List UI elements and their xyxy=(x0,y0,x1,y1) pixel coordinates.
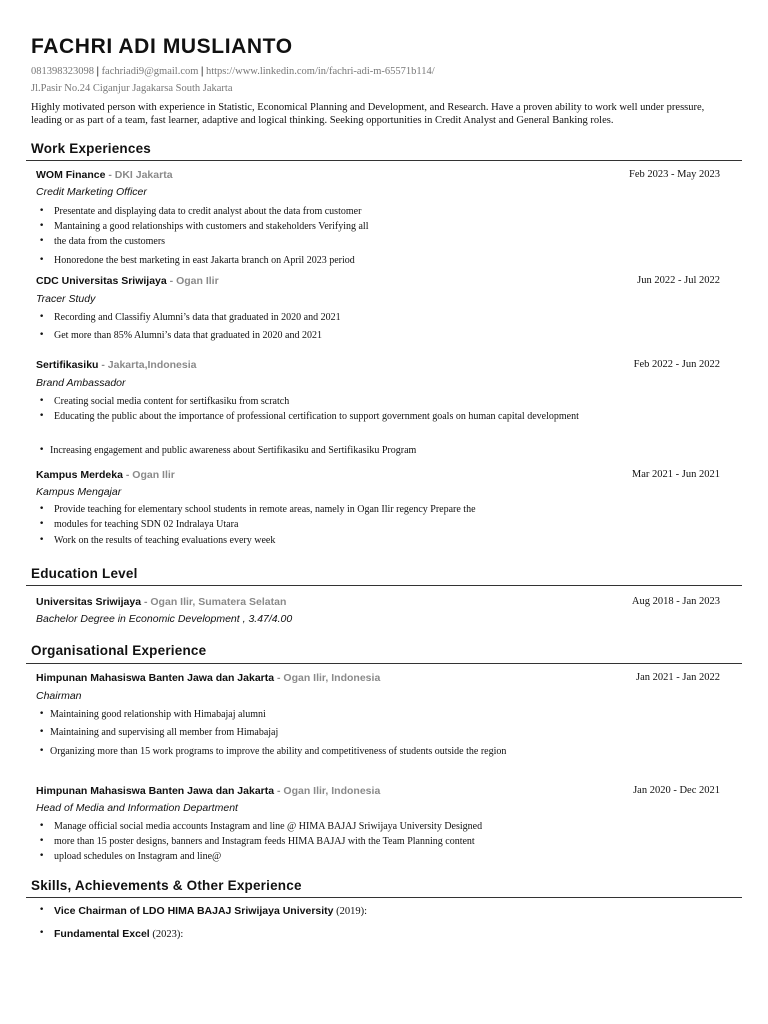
organization-location: - Ogan Ilir xyxy=(122,469,175,481)
bullet-item: • Educating the public about the importance of professional certification to support government goals on human capital development xyxy=(54,409,614,424)
bullet-item: • Increasing engagement and public awareness about Sertifikasiku and Sertifikasiku Program xyxy=(50,443,610,458)
organization-name: WOM Finance xyxy=(36,169,106,181)
position-title: Chairman xyxy=(36,690,82,702)
section-divider xyxy=(26,160,742,161)
contact-separator: | xyxy=(96,66,99,77)
organization-location: - DKI Jakarta xyxy=(105,169,173,181)
profile-summary: Highly motivated person with experience in Statistic, Economical Planning and Development, and Research. Have a proven ability to work well under pressure, leading or as part of a team, fast learner, adaptive and logical thinking. Seeking opportunities in Credit Analyst and General Banking roles. xyxy=(31,102,705,126)
skill-title: Fundamental Excel xyxy=(54,928,150,940)
section-divider xyxy=(26,897,742,898)
organization-name: Himpunan Mahasiswa Banten Jawa dan Jakarta xyxy=(36,785,275,797)
entry-heading xyxy=(36,672,380,684)
job-title: Tracer Study xyxy=(36,293,96,305)
bullet-item: • Maintaining good relationship with Himabajaj alumni xyxy=(50,707,610,722)
contact-separator: | xyxy=(201,66,204,77)
bullet-item: • Recording and Classifiy Alumni’s data that graduated in 2020 and 2021 xyxy=(54,310,614,325)
entry-heading xyxy=(36,785,380,797)
bullet-item: • the data from the customers xyxy=(54,234,614,249)
skill-item xyxy=(54,928,183,940)
institution-location: - Ogan Ilir, Sumatera Selatan xyxy=(141,596,287,608)
organization-name: Kampus Merdeka xyxy=(36,469,123,481)
section-divider xyxy=(26,663,742,664)
organization-location: - Jakarta,Indonesia xyxy=(98,359,197,371)
skill-detail: (2023): xyxy=(149,929,184,940)
bullet-item: • Get more than 85% Alumni’s data that graduated in 2020 and 2021 xyxy=(54,328,614,343)
section-title-skills: Skills, Achievements & Other Experience xyxy=(31,878,302,893)
entry-date: Feb 2023 - May 2023 xyxy=(629,169,720,180)
entry-heading xyxy=(36,596,286,608)
organization-name: Sertifikasiku xyxy=(36,359,99,371)
institution-name: Universitas Sriwijaya xyxy=(36,596,142,608)
section-title-education: Education Level xyxy=(31,566,138,581)
bullet-item: • Presentate and displaying data to credit analyst about the data from customer xyxy=(54,204,614,219)
email-link[interactable]: fachriadi9@gmail.com xyxy=(101,66,199,77)
bullet-item: • Maintaining and supervising all member from Himabajaj xyxy=(50,725,610,740)
section-divider xyxy=(26,585,742,586)
bullet-item: • Manage official social media accounts Instagram and line @ HIMA BAJAJ Sriwijaya University Designed xyxy=(54,819,614,834)
section-title-work: Work Experiences xyxy=(31,141,152,156)
contact-line xyxy=(31,66,435,77)
entry-heading xyxy=(36,359,197,371)
entry-date: Mar 2021 - Jun 2021 xyxy=(631,469,720,480)
bullet-item: • Creating social media content for sertifkasiku from scratch xyxy=(54,394,614,409)
position-title: Head of Media and Information Department xyxy=(36,802,238,814)
organization-name: Himpunan Mahasiswa Banten Jawa dan Jakarta xyxy=(36,672,275,684)
bullet-item: • Work on the results of teaching evaluations every week xyxy=(54,533,614,548)
bullet-item: • upload schedules on Instagram and line@ xyxy=(54,849,614,864)
degree: Bachelor Degree in Economic Development , 3.47/4.00 xyxy=(36,613,293,625)
job-title: Kampus Mengajar xyxy=(36,486,122,498)
candidate-name: FACHRI ADI MUSLIANTO xyxy=(31,35,293,58)
address: Jl.Pasir No.24 Ciganjur Jagakarsa South Jakarta xyxy=(31,83,233,94)
organization-location: - Ogan Ilir, Indonesia xyxy=(274,785,381,797)
section-title-organisation: Organisational Experience xyxy=(31,643,207,658)
job-title: Credit Marketing Officer xyxy=(36,186,147,198)
skill-item xyxy=(54,905,367,917)
entry-date: Feb 2022 - Jun 2022 xyxy=(633,359,720,370)
organization-location: - Ogan Ilir, Indonesia xyxy=(274,672,381,684)
bullet-item: • Provide teaching for elementary school students in remote areas, namely in Ogan Ilir regency Prepare the xyxy=(54,502,614,517)
bullet-item: • modules for teaching SDN 02 Indralaya Utara xyxy=(54,517,614,532)
bullet-item: • Honoredone the best marketing in east Jakarta branch on April 2023 period xyxy=(54,253,614,268)
job-title: Brand Ambassador xyxy=(36,377,126,389)
entry-heading xyxy=(36,275,219,287)
entry-heading xyxy=(36,169,173,181)
entry-date: Jan 2020 - Dec 2021 xyxy=(633,785,720,796)
skill-detail: (2019): xyxy=(333,906,368,917)
bullet-item: • Organizing more than 15 work programs to improve the ability and competitiveness of students outside the region xyxy=(50,744,610,759)
entry-date: Jan 2021 - Jan 2022 xyxy=(636,672,720,683)
linkedin-link[interactable]: https://www.linkedin.com/in/fachri-adi-m-65571b114/ xyxy=(205,66,435,77)
entry-date: Aug 2018 - Jan 2023 xyxy=(631,596,720,607)
entry-date: Jun 2022 - Jul 2022 xyxy=(637,275,720,286)
phone-number: 081398323098 xyxy=(31,66,94,77)
bullet-item: • Mantaining a good relationships with customers and stakeholders Verifying all xyxy=(54,219,614,234)
bullet-item: • more than 15 poster designs, banners and Instagram feeds HIMA BAJAJ with the Team Planning content xyxy=(54,834,614,849)
organization-location: - Ogan Ilir xyxy=(166,275,219,287)
entry-heading xyxy=(36,469,175,481)
organization-name: CDC Universitas Sriwijaya xyxy=(36,275,167,287)
skill-title: Vice Chairman of LDO HIMA BAJAJ Sriwijaya University xyxy=(54,905,334,917)
